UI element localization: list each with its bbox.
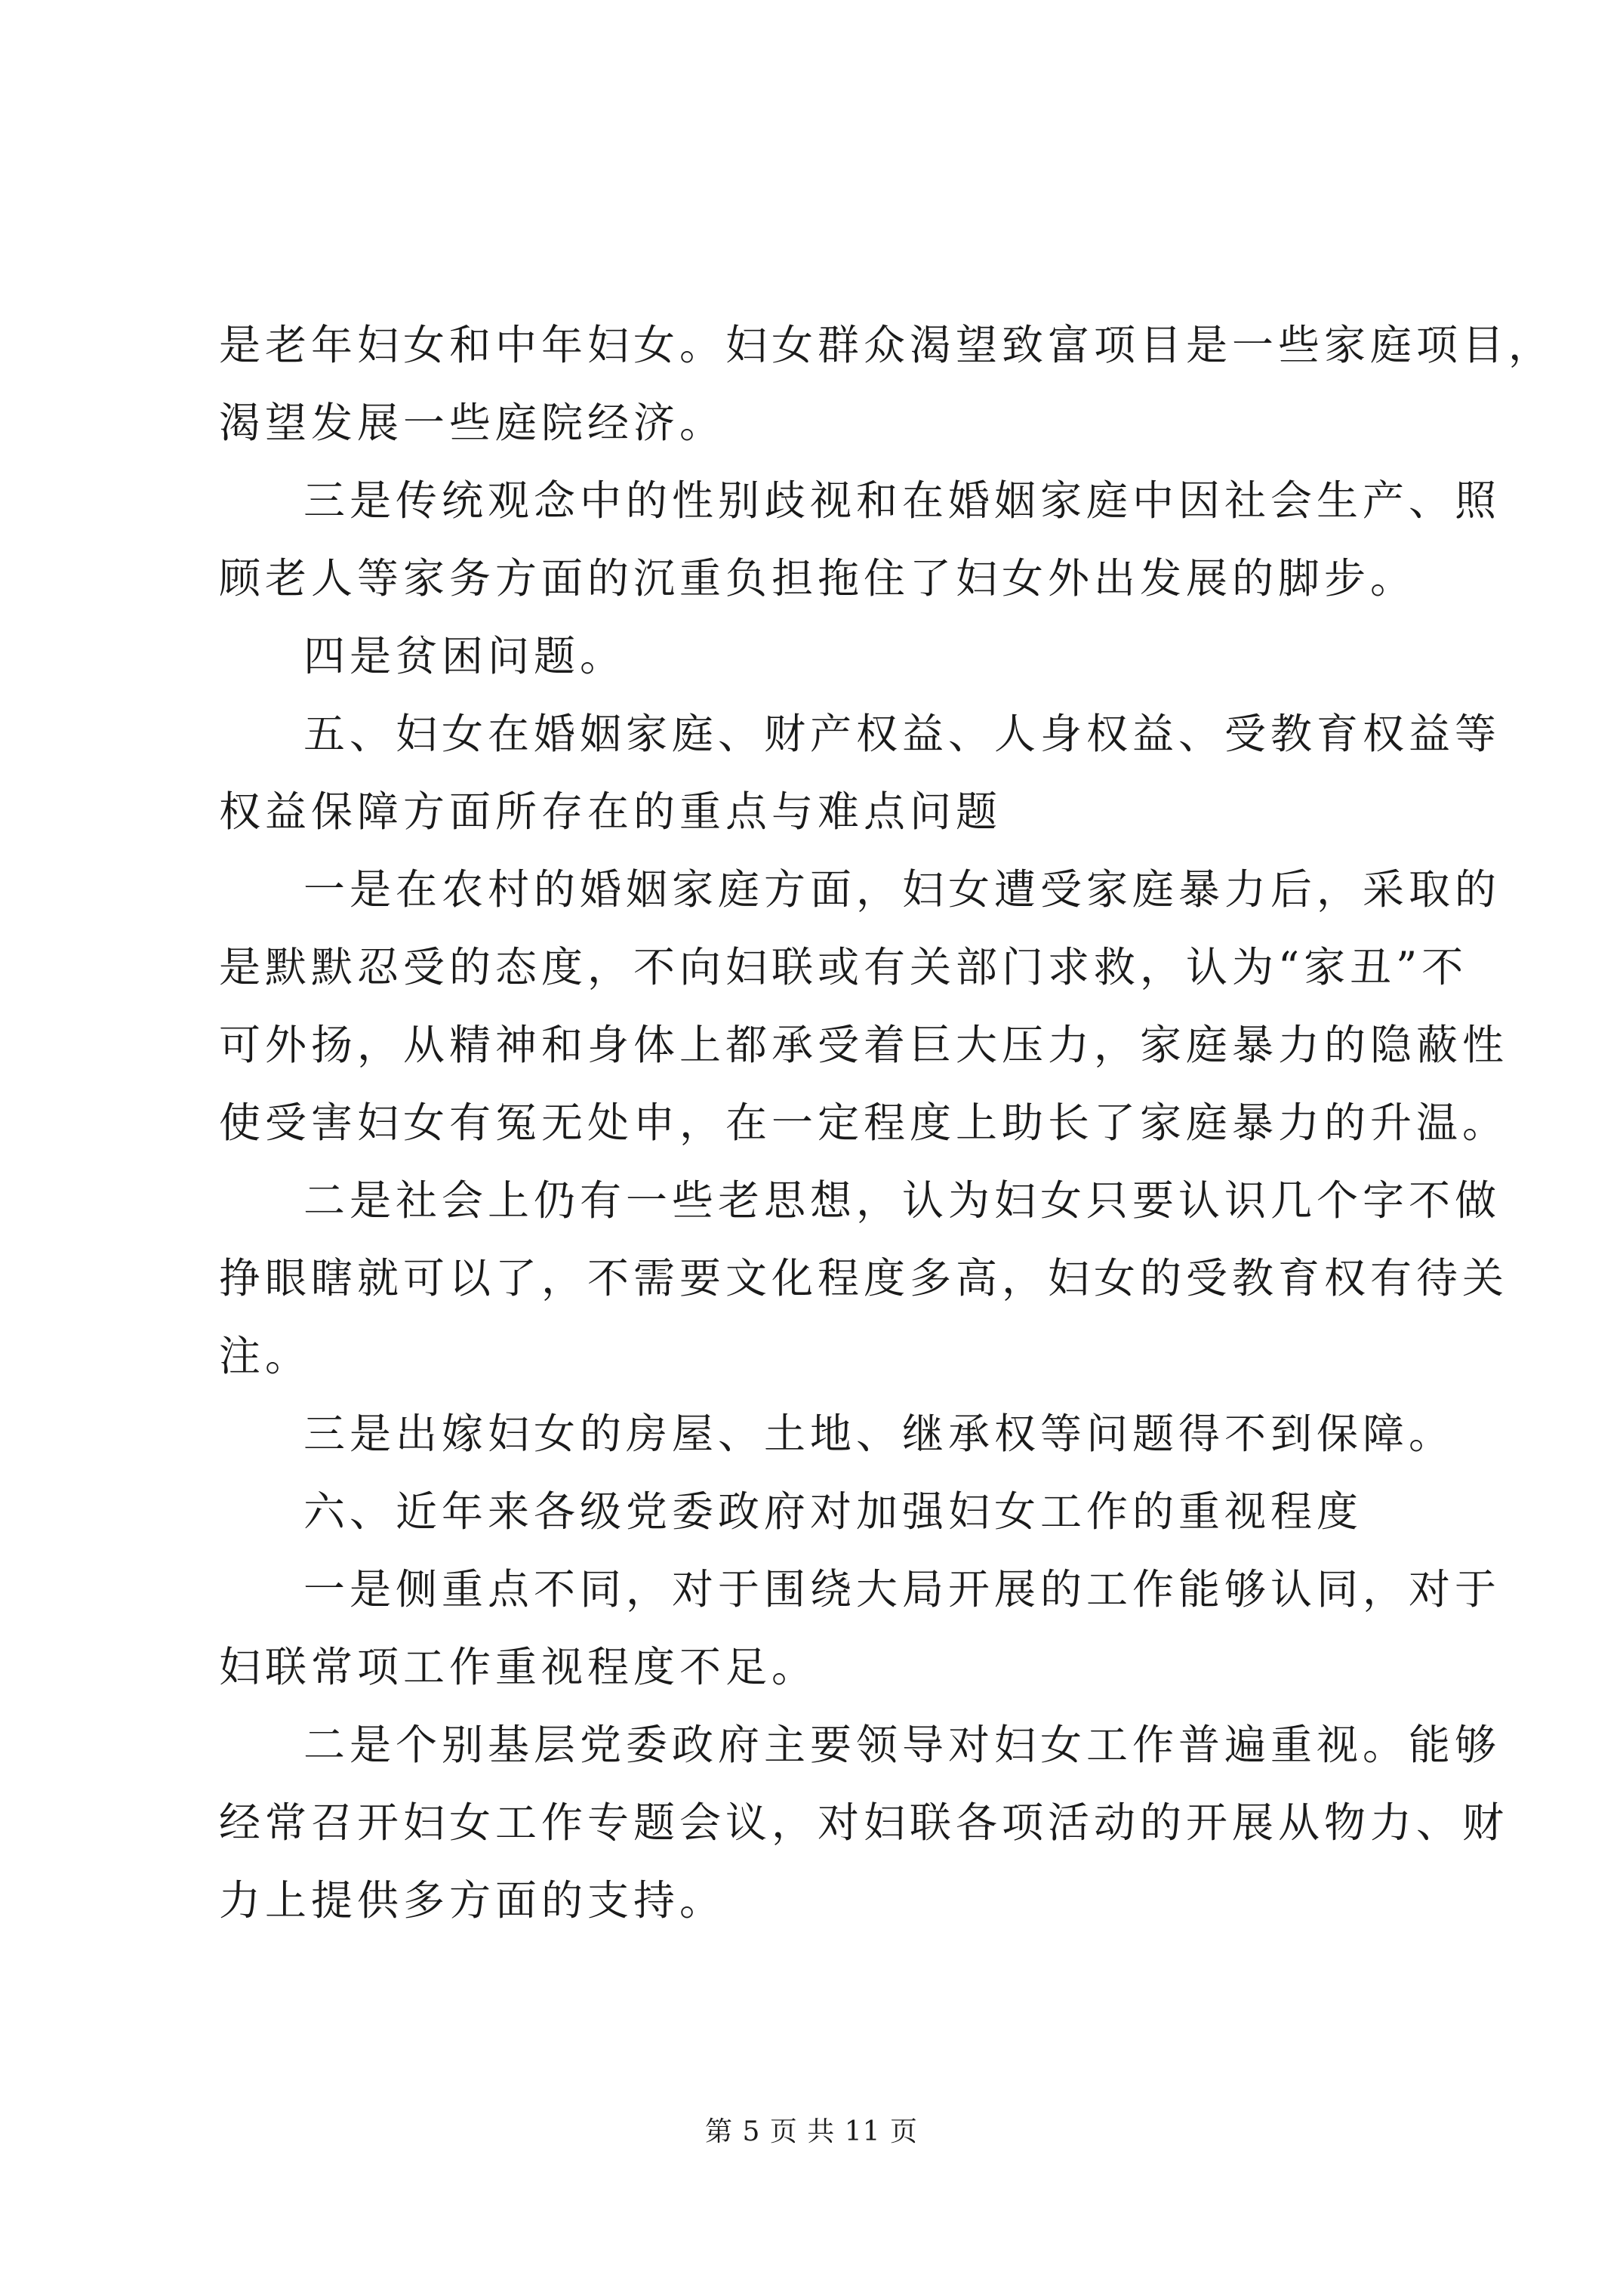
document-body — [219, 307, 1555, 1940]
text-line: 经常召开妇女工作专题会议，对妇联各项活动的开展从物力、财 — [219, 1798, 1509, 1847]
paragraph-line: 三是传统观念中的性别歧视和在婚姻家庭中因社会生产、照 — [303, 476, 1501, 525]
text-line: 渴望发展一些庭院经济。 — [219, 399, 726, 447]
section-heading-line: 权益保障方面所存在的重点与难点问题 — [219, 787, 1002, 836]
paragraph-line: 一是侧重点不同，对于围绕大局开展的工作能够认同，对于 — [303, 1565, 1501, 1613]
page-number: 第 5 页 共 11 页 — [705, 2116, 918, 2147]
text-line: 挣眼瞎就可以了，不需要文化程度多高，妇女的受教育权有待关 — [219, 1254, 1509, 1302]
paragraph-line: 二是个别基层党委政府主要领导对妇女工作普遍重视。能够 — [303, 1721, 1501, 1769]
section-heading-line: 五、妇女在婚姻家庭、财产权益、人身权益、受教育权益等 — [303, 710, 1501, 758]
text-line: 注。 — [219, 1332, 312, 1380]
paragraph-line: 二是社会上仍有一些老思想，认为妇女只要认识几个字不做 — [303, 1176, 1501, 1225]
text-line: 妇联常项工作重视程度不足。 — [219, 1643, 818, 1691]
page-footer — [0, 2110, 1623, 2149]
text-line: 可外扬，从精神和身体上都承受着巨大压力，家庭暴力的隐蔽性 — [219, 1021, 1509, 1069]
paragraph-line: 一是在农村的婚姻家庭方面，妇女遭受家庭暴力后，采取的 — [303, 865, 1501, 914]
section-heading-line: 六、近年来各级党委政府对加强妇女工作的重视程度 — [303, 1487, 1363, 1536]
text-line: 顾老人等家务方面的沉重负担拖住了妇女外出发展的脚步。 — [219, 554, 1417, 603]
text-line: 是老年妇女和中年妇女。妇女群众渴望致富项目是一些家庭项目， — [219, 321, 1555, 369]
paragraph-line: 三是出嫁妇女的房屋、土地、继承权等问题得不到保障。 — [303, 1410, 1455, 1458]
paragraph-line: 四是贫困问题。 — [303, 632, 627, 680]
text-line: 使受害妇女有冤无处申，在一定程度上助长了家庭暴力的升温。 — [219, 1099, 1509, 1147]
text-line: 是默默忍受的态度，不向妇联或有关部门求救，认为“家丑”不 — [219, 943, 1468, 991]
text-line: 力上提供多方面的支持。 — [219, 1876, 726, 1925]
